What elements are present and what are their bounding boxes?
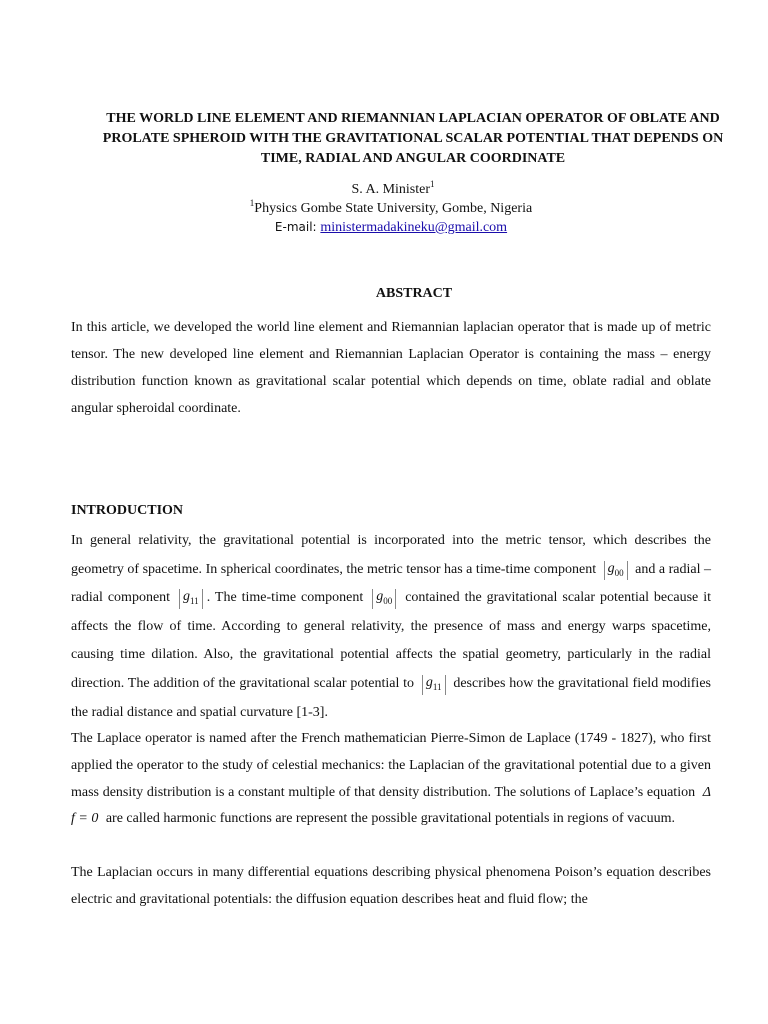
author-line <box>0 180 768 199</box>
author-superscript: 1 <box>430 179 435 189</box>
g00-symbol: $g_{00}$ <box>604 561 628 581</box>
intro-p1-text-1: In general relativity, the gravitational potential is incorporated into the metric tensor, which describes the geometry of spacetime. In spherical coordinates, the metric tensor has a time-time component <box>71 533 711 577</box>
author-name: S. A. Minister <box>351 182 431 197</box>
affiliation-text: Physics Gombe State University, Gombe, Nigeria <box>254 201 533 216</box>
email-line <box>0 218 768 237</box>
introduction-heading: INTRODUCTION <box>71 503 184 518</box>
intro-p1-text-5: describes how the gravitational field modifies the radial distance and spatial curvature [1-3]. <box>71 675 711 720</box>
paper-title: THE WORLD LINE ELEMENT AND RIEMANNIAN LAPLACIAN OPERATOR OF OBLATE AND PROLATE SPHEROID WITH THE GRAVITATIONAL SCALAR POTENTIAL THAT DEPENDS ON TIME, RADIAL AND ANGULAR COORDINATE <box>102 111 724 166</box>
g11-symbol: $g_{11}$ <box>179 589 203 609</box>
email-link[interactable]: ministermadakineku@gmail.com <box>320 220 508 235</box>
introduction-paragraph-3: The Laplacian occurs in many differential equations describing physical phenomena Poison’s equation describes electric and gravitational potentials: the diffusion equation describes heat and fluid flow; the <box>71 865 711 907</box>
affiliation-superscript: 1 <box>249 198 255 208</box>
laplace-equation: Δ f = 0 <box>71 784 712 827</box>
g11-symbol: $g_{11}$ <box>422 675 446 695</box>
abstract-heading: ABSTRACT <box>375 286 453 301</box>
intro-p1-text-2: and a radial – radial component <box>71 561 712 606</box>
intro-p2-text-1: The Laplace operator is named after the French mathematician Pierre-Simon de Laplace (1749 - 1827), who first applied the operator to the study of celestial mechanics: the Laplacian of the gravitational potential due to a given mass density distribution is a constant multiple of that density distribution. The solutions of Laplace’s equation <box>71 731 711 800</box>
intro-p2-text-2: are called harmonic functions are represent the possible gravitational potentials in regions of vacuum. <box>105 811 675 827</box>
email-label: E-mail: <box>274 220 321 234</box>
affiliation-line <box>0 199 768 218</box>
intro-p1-text-3: . The time-time component <box>206 590 364 606</box>
introduction-paragraph-2 <box>71 726 711 833</box>
abstract-body: In this article, we developed the world line element and Riemannian laplacian operator that is made up of metric tensor. The new developed line element and Riemannian Laplacian Operator is containing the mass – energy distribution function known as gravitational scalar potential which depends on time, oblate radial and oblate angular spheroidal coordinate. <box>71 320 711 416</box>
g00-symbol: $g_{00}$ <box>372 589 396 609</box>
introduction-paragraph-1 <box>71 527 711 727</box>
intro-p1-text-4: contained the gravitational scalar potential because it affects the flow of time. According to general relativity, the presence of mass and energy warps spacetime, causing time dilation. Also, the gravitational potential affects the spatial geometry, particularly in the radial direction. The addition of the gravitational scalar potential to <box>71 590 711 691</box>
